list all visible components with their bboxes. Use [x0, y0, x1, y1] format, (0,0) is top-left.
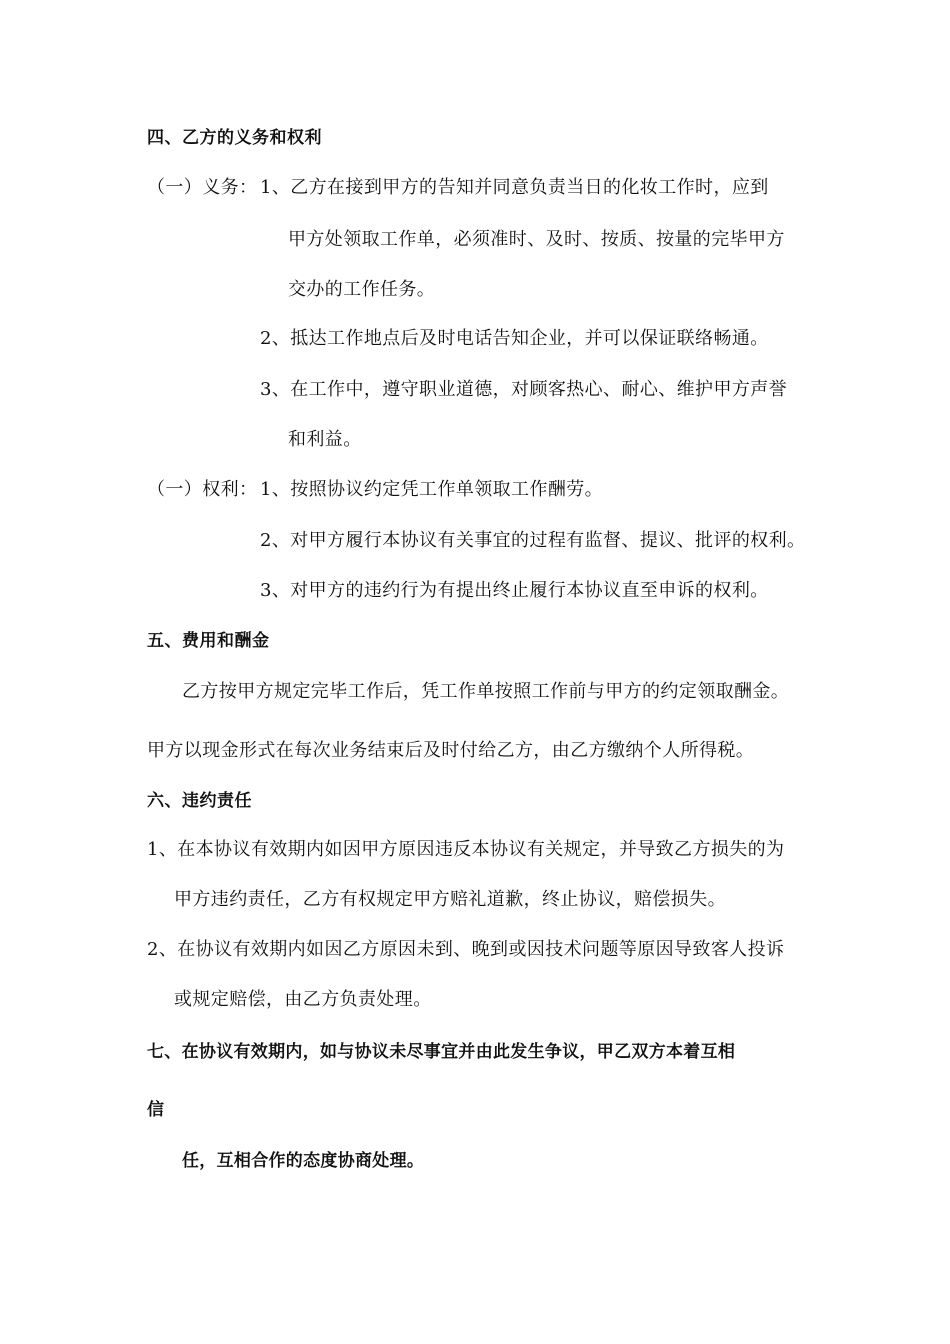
- section-5-para-line-2: 甲方以现金形式在每次业务结束后及时付给乙方，由乙方缴纳个人所得税。: [147, 740, 755, 761]
- section-6-heading: 六、违约责任: [147, 791, 252, 811]
- breach-1-line-1: 1、在本协议有效期内如因甲方原因违反本协议有关规定，并导致乙方损失的为: [147, 839, 785, 860]
- right-2: 2、对甲方履行本协议有关事宜的过程有监督、提议、批评的权利。: [260, 530, 806, 551]
- section-7-line-3: 任，互相合作的态度协商处理。: [182, 1151, 425, 1171]
- obligation-3-line-1: 3、在工作中，遵守职业道德，对顾客热心、耐心、维护甲方声誉: [260, 379, 788, 400]
- obligation-1-line-1: 1、乙方在接到甲方的告知并同意负责当日的化妆工作时，应到: [260, 177, 769, 198]
- section-7-line-2: 信: [147, 1100, 165, 1120]
- obligation-1-line-3: 交办的工作任务。: [288, 279, 436, 300]
- breach-2-line-1: 2、在协议有效期内如因乙方原因未到、晚到或因技术问题等原因导致客人投诉: [147, 939, 785, 960]
- section-5-heading: 五、费用和酬金: [147, 631, 270, 651]
- breach-2-line-2: 或规定赔偿，由乙方负责处理。: [174, 989, 432, 1010]
- rights-lead: （一）权利：: [147, 479, 258, 500]
- section-5-para-line-1: 乙方按甲方规定完毕工作后，凭工作单按照工作前与甲方的约定领取酬金。: [182, 681, 790, 702]
- section-4-heading: 四、乙方的义务和权利: [147, 128, 322, 148]
- obligation-1-line-2: 甲方处领取工作单，必须准时、及时、按质、按量的完毕甲方: [288, 229, 785, 250]
- section-7-line-1: 七、在协议有效期内，如与协议未尽事宜并由此发生争议，甲乙双方本着互相: [147, 1042, 736, 1062]
- right-1: 1、按照协议约定凭工作单领取工作酬劳。: [260, 479, 604, 500]
- right-3: 3、对甲方的违约行为有提出终止履行本协议直至申诉的权利。: [260, 580, 769, 601]
- breach-1-line-2: 甲方违约责任，乙方有权规定甲方赔礼道歉，终止协议，赔偿损失。: [174, 889, 726, 910]
- obligation-3-line-2: 和利益。: [288, 429, 362, 450]
- obligation-2: 2、抵达工作地点后及时电话告知企业，并可以保证联络畅通。: [260, 328, 769, 349]
- obligations-lead: （一）义务：: [147, 177, 258, 198]
